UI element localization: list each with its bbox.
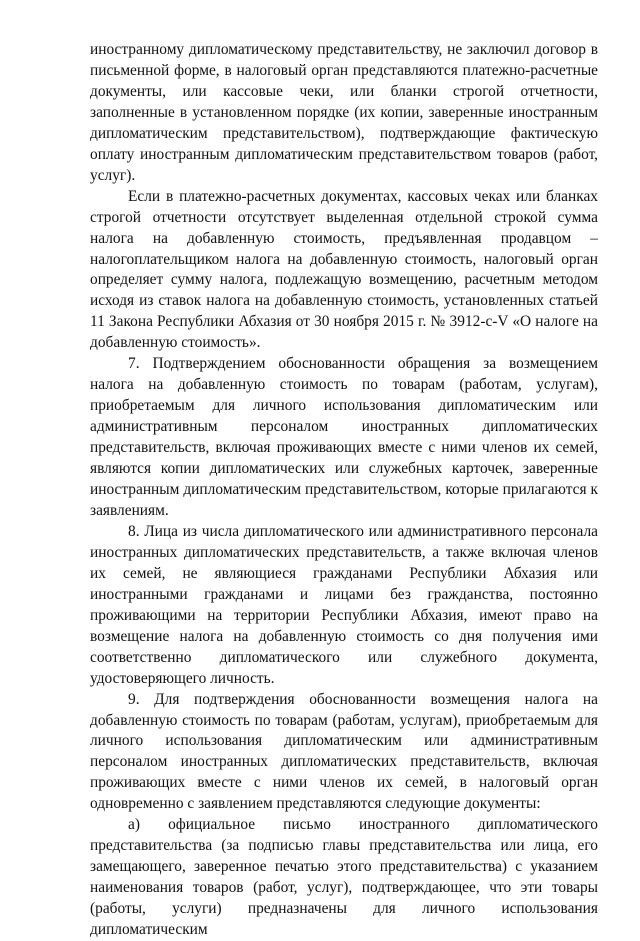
document-body [90, 40, 598, 941]
paragraph-continuation: иностранному дипломатическому представительству, не заключил договор в письменной форме, в налоговый орган представляются платежно-расчетные документы, или кассовые чеки, или бланки строгой отчетности, заполненные в установленном порядке (их копии, заверенные иностранным дипломатическим представительством), подтверждающие фактическую оплату иностранным дипломатическим представительством товаров (работ, услуг). [90, 41, 598, 184]
paragraph-item-9: 9. Для подтверждения обоснованности возмещения налога на добавленную стоимость по товарам (работам, услугам), приобретаемым для личного использования дипломатическим или административным персоналом иностранных дипломатических представительств, включая проживающих вместе с ними членов их семей, в налоговый орган одновременно с заявлением представляются следующие документы: [90, 690, 598, 813]
paragraph-item-7: 7. Подтверждением обоснованности обращения за возмещением налога на добавленную стоимость по товарам (работам, услугам), приобретаемым для личного использования дипломатическим или административным персоналом иностранных дипломатических представительств, включая проживающих вместе с ними членов их семей, являются копии дипломатических или служебных карточек, заверенные иностранным дипломатическим представительством, которые прилагаются к заявлениям. [90, 355, 598, 519]
paragraph-item-9a: а) официальное письмо иностранного дипломатического представительства (за подписью главы представительства или лица, его замещающего, заверенное печатью этого представительства) с указанием наименования товаров (работ, услуг), подтверждающее, что эти товары (работы, услуги) предназначены для личного использования дипломатическим [90, 816, 598, 939]
paragraph-vat-calculation: Если в платежно-расчетных документах, кассовых чеках или бланках строгой отчетности отсутствует выделенная отдельной строкой сумма налога на добавленную стоимость, предъявленная продавцом – налогоплательщиком налога на добавленную стоимость, налоговый орган определяет сумму налога, подлежащую возмещению, расчетным методом исходя из ставок налога на добавленную стоимость, установленных статьей 11 Закона Республики Абхазия от 30 ноября 2015 г. № 3912-с-V «О налоге на добавленную стоимость». [90, 187, 598, 352]
paragraph-item-8: 8. Лица из числа дипломатического или административного персонала иностранных дипломатических представительств, а также включая членов их семей, не являющиеся гражданами Республики Абхазия или иностранными гражданами и лицами без гражданства, постоянно проживающими на территории Республики Абхазия, имеют право на возмещение налога на добавленную стоимость со дня получения ими соответственно дипломатического или служебного документа, удостоверяющего личность. [90, 522, 598, 687]
